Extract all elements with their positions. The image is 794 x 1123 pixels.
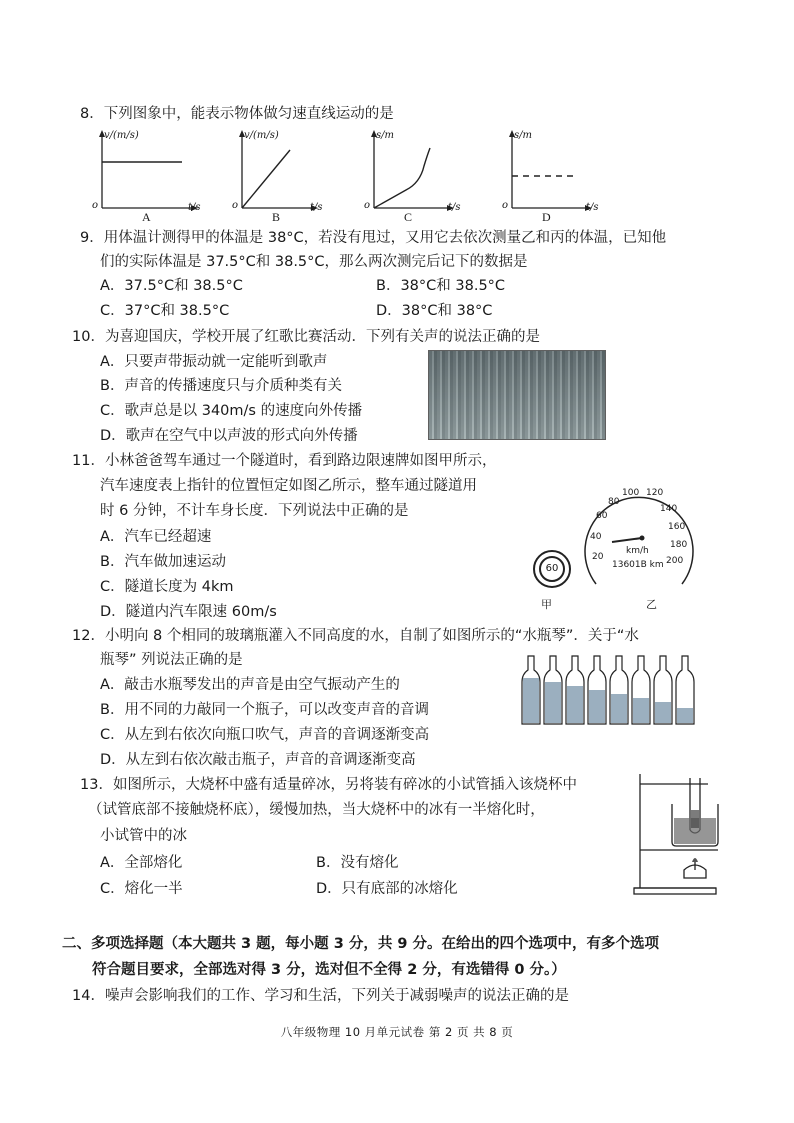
graph-b-xlabel: t/s	[310, 202, 323, 213]
gauge-tick-40: 40	[590, 532, 602, 542]
label-yi: 乙	[646, 598, 657, 611]
q9-stem-line2: 们的实际体温是 37.5°C和 38.5°C，那么两次测完后记下的数据是	[100, 254, 528, 270]
gauge-tick-180: 180	[670, 540, 688, 550]
q13-option-a: A．全部熔化	[100, 855, 183, 871]
speed-limit-sign	[533, 550, 571, 588]
q11-number: 11．	[72, 453, 105, 469]
gauge-tick-80: 80	[608, 497, 620, 507]
gauge-tick-20: 20	[592, 552, 604, 562]
graph-d-letter: D	[542, 210, 551, 224]
graph-b-ylabel: v/(m/s)	[244, 130, 279, 141]
q8-text: 下列图象中，能表示物体做匀速直线运动的是	[103, 106, 394, 122]
q11-stem-line3: 时 6 分钟，不计车身长度．下列说法中正确的是	[100, 503, 409, 519]
q12-number: 12．	[72, 628, 105, 644]
q9-text-1: 用体温计测得甲的体温是 38°C，若没有甩过，又用它去依次测量乙和丙的体温，已知他	[103, 230, 667, 246]
q11-text-1: 小林爸爸驾车通过一个隧道时，看到路边限速牌如图甲所示，	[104, 453, 497, 469]
q10-number: 10．	[72, 329, 105, 345]
choir-photo	[428, 350, 606, 440]
gauge-tick-120: 120	[646, 488, 664, 498]
q8-graph-a	[92, 128, 212, 223]
q12-stem-line1	[72, 626, 639, 646]
graph-b-letter: B	[272, 210, 281, 224]
q10-option-d: D．歌声在空气中以声波的形式向外传播	[100, 428, 358, 444]
odometer: 13601B km	[612, 560, 664, 570]
q8-stem	[80, 104, 394, 124]
q9-number: 9．	[80, 230, 104, 246]
q12-option-b: B．用不同的力敲同一个瓶子，可以改变声音的音调	[100, 702, 429, 718]
graph-d-origin: o	[502, 200, 509, 211]
q13-option-c: C．熔化一半	[100, 881, 183, 897]
graph-c-letter: C	[404, 210, 413, 224]
q13-stem-line3: 小试管中的冰	[100, 828, 187, 844]
q11-option-d: D．隧道内汽车限速 60m/s	[100, 604, 277, 620]
q9-option-a: A．37.5°C和 38.5°C	[100, 278, 243, 294]
q12-text-1: 小明向 8 个相同的玻璃瓶灌入不同高度的水，自制了如图所示的“水瓶琴”．关于“水	[104, 628, 639, 644]
speedometer	[578, 480, 698, 604]
q13-option-d: D．只有底部的冰熔化	[316, 881, 458, 897]
label-jia: 甲	[541, 598, 552, 611]
graph-a-ylabel: v/(m/s)	[104, 130, 139, 141]
q8-graph-b	[232, 128, 352, 223]
q12-stem-line2: 瓶琴” 列说法正确的是	[100, 652, 243, 668]
q13-number: 13．	[80, 777, 113, 793]
q12-option-d: D．从左到右依次敲击瓶子，声音的音调逐渐变高	[100, 752, 416, 768]
gauge-tick-160: 160	[668, 522, 686, 532]
q10-option-b: B．声音的传播速度只与介质种类有关	[100, 378, 342, 394]
graph-a-letter: A	[142, 210, 151, 224]
gauge-tick-140: 140	[660, 504, 678, 514]
q11-option-c: C．隧道长度为 4km	[100, 579, 234, 595]
gauge-unit: km/h	[626, 546, 649, 556]
q13-stem-line2: （试管底部不接触烧杯底），缓慢加热，当大烧杯中的冰有一半熔化时，	[88, 802, 545, 818]
q8-graph-c	[364, 128, 484, 223]
q11-stem-line2: 汽车速度表上指针的位置恒定如图乙所示，整车通过隧道用	[100, 478, 477, 494]
gauge-tick-100: 100	[622, 488, 640, 498]
page-footer: 八年级物理 10 月单元试卷 第 2 页 共 8 页	[280, 1025, 514, 1039]
q9-option-d: D．38°C和 38°C	[376, 303, 493, 319]
q10-option-a: A．只要声带振动就一定能听到歌声	[100, 354, 328, 370]
section2-line2: 符合题目要求，全部选对得 3 分，选对但不全得 2 分，有选错得 0 分。）	[92, 962, 566, 978]
q13-option-b: B．没有熔化	[316, 855, 399, 871]
section2-heading: 二、多项选择题（本大题共 3 题，每小题 3 分，共 9 分。在给出的四个选项中，有多个选项	[62, 936, 660, 952]
q11-option-b: B．汽车做加速运动	[100, 554, 226, 570]
speed-limit-value: 60	[539, 556, 565, 582]
q8-number: 8．	[80, 106, 104, 122]
q12-option-a: A．敲击水瓶琴发出的声音是由空气振动产生的	[100, 677, 400, 693]
q9-option-c: C．37°C和 38.5°C	[100, 303, 230, 319]
q10-text: 为喜迎国庆，学校开展了红歌比赛活动．下列有关声的说法正确的是	[104, 329, 540, 345]
q14-number: 14．	[72, 988, 105, 1004]
q13-stem-line1	[80, 775, 577, 795]
graph-d-ylabel: s/m	[514, 130, 532, 141]
q14-stem	[72, 986, 569, 1006]
gauge-needle	[578, 480, 698, 600]
q10-option-c: C．歌声总是以 340m/s 的速度向外传播	[100, 403, 363, 419]
water-bottles	[520, 654, 700, 730]
graph-c-origin: o	[364, 200, 371, 211]
q9-option-b: B．38°C和 38.5°C	[376, 278, 506, 294]
graph-c-xlabel: t/s	[448, 202, 461, 213]
q13-text-1: 如图所示，大烧杯中盛有适量碎冰，另将装有碎冰的小试管插入该烧杯中	[112, 777, 577, 793]
gauge-tick-60: 60	[596, 511, 608, 521]
graph-a-origin: o	[92, 200, 99, 211]
q11-stem-line1	[72, 451, 496, 471]
graph-c-ylabel: s/m	[376, 130, 394, 141]
q12-option-c: C．从左到右依次向瓶口吹气，声音的音调逐渐变高	[100, 727, 430, 743]
gauge-tick-200: 200	[666, 556, 684, 566]
q9-stem-line1	[80, 228, 666, 248]
graph-a-xlabel: t/s	[188, 202, 201, 213]
q10-stem	[72, 327, 540, 347]
q8-graph-d	[502, 128, 622, 223]
beaker-apparatus	[632, 770, 722, 900]
q14-text: 噪声会影响我们的工作、学习和生活，下列关于减弱噪声的说法正确的是	[104, 988, 569, 1004]
graph-d-xlabel: t/s	[586, 202, 599, 213]
graph-b-origin: o	[232, 200, 239, 211]
q11-option-a: A．汽车已经超速	[100, 529, 212, 545]
